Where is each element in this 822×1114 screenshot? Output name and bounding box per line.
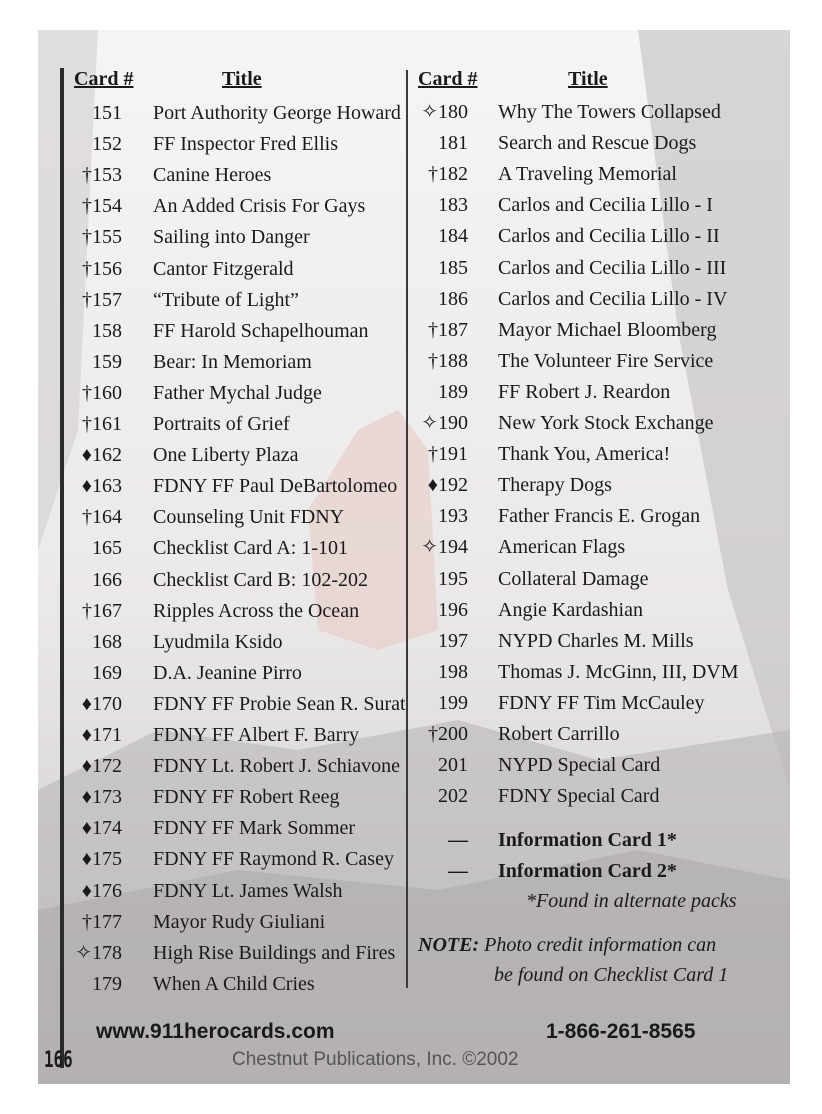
list-item [38,470,790,500]
card-title-cell: FF Harold Schapelhouman [153,319,369,342]
card-title-cell: NYPD Charles M. Mills [498,629,694,652]
card-title-cell: FDNY FF Raymond R. Casey [153,848,394,871]
card-title-cell: New York Stock Exchange [498,412,714,434]
list-item [38,284,790,314]
card-title-cell: D.A. Jeanine Pirro [153,661,302,684]
card-number-cell: 185 [438,256,468,279]
card-number-cell: †155 [82,226,122,249]
card-title-cell: Carlos and Cecilia Lillo - III [498,256,727,279]
card-number-cell: 199 [438,691,468,714]
card-title-cell: Counseling Unit FDNY [153,506,345,529]
card-title-cell: Father Francis E. Grogan [498,505,701,528]
card-number-cell: †157 [82,288,122,311]
card-title-cell: Canine Heroes [153,164,272,187]
list-item [38,253,790,283]
card-number-cell: 197 [438,629,468,652]
card-number-cell: ✧190 [421,412,468,434]
card-title-cell: Lyudmila Ksido [153,630,283,653]
card-number-cell: — [448,860,468,883]
card-number-cell: 165 [92,537,122,560]
list-item [38,595,790,625]
card-number-cell: ♦170 [81,692,122,715]
card-number-cell: ♦176 [81,879,122,902]
card-number-cell: †188 [428,349,468,372]
card-title-cell: An Added Crisis For Gays [153,195,366,218]
list-item [38,501,790,531]
card-number-cell: — [448,829,468,851]
card-number: 166 [44,1048,73,1073]
card-title-cell: Portraits of Grief [153,413,290,435]
list-item [38,346,790,376]
list-item [38,688,790,718]
card-number-cell: 159 [92,350,122,373]
card-number-cell: †177 [82,910,122,933]
card-title-cell: Bear: In Memoriam [153,350,312,373]
card-number-cell: ♦192 [427,474,468,497]
card-number-cell: †200 [428,723,468,745]
card-number-cell: †164 [82,506,122,529]
card-title-cell: FF Robert J. Reardon [498,380,671,403]
card-title-cell: Carlos and Cecilia Lillo - II [498,225,720,248]
card-number-cell: 184 [438,225,468,248]
card-number-cell: 198 [438,660,468,683]
card-number-cell: ✧178 [75,941,122,964]
card-title-cell: FDNY FF Robert Reeg [153,786,340,809]
card-number-cell: 168 [92,630,122,653]
card-number-cell: †182 [428,163,468,186]
list-item [38,750,790,780]
card-title-cell: Checklist Card B: 102-202 [153,568,368,591]
card-title-cell: NYPD Special Card [498,754,661,777]
card-title-cell: Angie Kardashian [498,598,643,621]
card-title-cell: Cantor Fitzgerald [153,257,294,280]
list-item [38,128,790,158]
card-number-cell: ♦171 [81,724,122,746]
card-number-cell: †153 [82,164,122,187]
card-title-cell: FDNY Special Card [498,785,660,808]
card-number-cell: ✧194 [421,536,468,559]
card-number-cell: 196 [438,598,468,621]
card-title-cell: When A Child Cries [153,972,315,995]
card-title-cell: Carlos and Cecilia Lillo - I [498,194,713,217]
card-number-cell: 151 [92,102,122,124]
card-title-cell: FDNY FF Mark Sommer [153,817,356,840]
card-title-cell: High Rise Buildings and Fires [153,941,396,964]
card-number-cell: 181 [438,132,468,155]
card-title-cell: Mayor Michael Bloomberg [498,318,717,341]
card-number-cell: 201 [438,754,468,777]
card-number-cell: 195 [438,567,468,590]
card-title-cell: A Traveling Memorial [498,163,677,186]
photo-credit-note-line-2: be found on Checklist Card 1 [494,964,729,986]
card-number-cell: 186 [438,287,468,310]
website-url: www.911herocards.com [96,1020,335,1043]
card-title-cell: Search and Rescue Dogs [498,132,697,155]
list-item [38,657,790,687]
photo-credit-note-line-1 [418,930,716,960]
card-title-cell: FDNY FF Albert F. Barry [153,724,360,746]
card-title-cell: Checklist Card A: 1-101 [153,537,348,560]
card-title-cell: Therapy Dogs [498,474,612,497]
card-number-cell: 166 [92,568,122,591]
list-item [38,532,790,562]
card-title-cell: FF Inspector Fred Ellis [153,133,338,156]
card-number-cell: ♦163 [81,475,122,498]
card-number-cell: †161 [82,413,122,435]
card-number-cell: ✧180 [421,101,468,123]
checklist-card [38,30,790,1084]
card-title-cell: Thomas J. McGinn, III, DVM [498,660,739,683]
card-title-cell: Information Card 2* [498,860,677,883]
list-item [38,377,790,407]
card-number-cell: 193 [438,505,468,528]
card-title-cell: FDNY FF Probie Sean R. Surat [153,692,406,715]
card-title-cell: Thank You, America! [498,443,671,466]
list-item [38,825,790,855]
card-title-cell: FDNY FF Tim McCauley [498,691,705,714]
card-number-cell: †187 [428,318,468,341]
right-card-number-header: Card # [418,68,478,90]
card-title-cell: Why The Towers Collapsed [498,101,721,123]
card-number-cell: ♦173 [81,786,122,809]
list-item [38,719,790,749]
list-item [38,190,790,220]
card-number-cell: †160 [82,381,122,404]
list-item [38,781,790,811]
alternate-packs-note: *Found in alternate packs [526,890,737,912]
card-number-cell: ♦175 [81,848,122,871]
card-number-cell: †154 [82,195,122,218]
note-text-1: Photo credit information can [484,934,717,956]
card-title-cell: Robert Carrillo [498,723,620,745]
card-number-cell: ♦172 [81,755,122,778]
list-item [38,97,790,127]
card-number-cell: †191 [428,443,468,466]
note-label: NOTE: [418,934,480,956]
card-title-cell: Carlos and Cecilia Lillo - IV [498,287,728,310]
card-number-cell: 169 [92,661,122,684]
card-title-cell: Collateral Damage [498,567,649,590]
list-item [38,159,790,189]
card-title-cell: FDNY Lt. Robert J. Schiavone [153,755,401,778]
card-title-cell: FDNY FF Paul DeBartolomeo [153,475,398,498]
card-title-cell: Father Mychal Judge [153,381,322,404]
list-item [38,626,790,656]
list-item [38,408,790,438]
card-title-cell: American Flags [498,536,626,559]
list-item [38,564,790,594]
card-number-cell: 202 [438,785,468,808]
card-number-cell: ♦162 [81,444,122,467]
card-number-cell: †167 [82,599,122,622]
publisher-copyright: Chestnut Publications, Inc. ©2002 [232,1049,519,1070]
list-item [38,439,790,469]
card-number-cell: 152 [92,133,122,156]
list-item [38,221,790,251]
card-title-cell: “Tribute of Light” [153,288,299,311]
left-card-number-header: Card # [74,68,134,90]
card-title-cell: Mayor Rudy Giuliani [153,910,326,933]
left-title-header: Title [222,68,262,90]
card-title-cell: FDNY Lt. James Walsh [153,879,343,902]
card-number-cell: 189 [438,380,468,403]
card-title-cell: Information Card 1* [498,829,677,851]
list-item [38,856,790,886]
phone-number: 1-866-261-8565 [546,1020,696,1043]
card-title-cell: One Liberty Plaza [153,444,299,467]
card-title-cell: Sailing into Danger [153,226,310,249]
right-title-header: Title [568,68,608,90]
list-item [38,315,790,345]
card-title-cell: Ripples Across the Ocean [153,599,360,622]
card-number-cell: ♦174 [81,817,122,840]
card-title-cell: The Volunteer Fire Service [498,349,714,372]
card-number-cell: 158 [92,319,122,342]
card-number-cell: †156 [82,257,122,280]
card-number-cell: 179 [92,972,122,995]
card-number-cell: 183 [438,194,468,217]
card-title-cell: Port Authority George Howard [153,102,401,124]
